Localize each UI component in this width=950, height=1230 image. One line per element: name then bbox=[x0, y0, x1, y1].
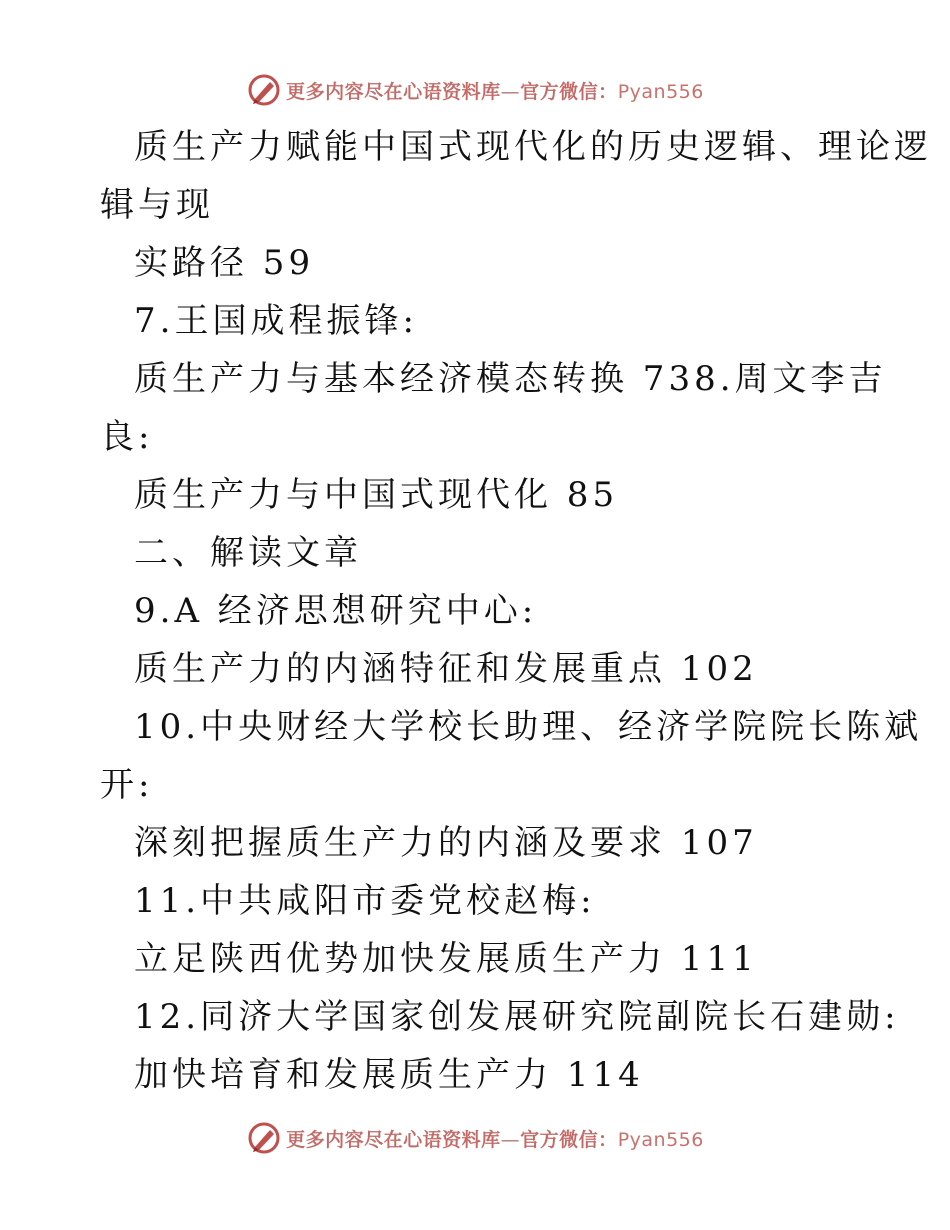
watermark-text: 更多内容尽在心语资料库—官方微信：Pyan556 bbox=[286, 80, 704, 103]
toc-line: 深刻把握质生产力的内涵及要求 107 bbox=[134, 823, 758, 863]
toc-line: 加快培育和发展质生产力 114 bbox=[134, 1055, 644, 1095]
section-heading: 二、解读文章 bbox=[134, 533, 362, 573]
watermark-banner-top bbox=[0, 70, 950, 110]
toc-line: 辑与现 bbox=[100, 185, 214, 225]
toc-line: 质生产力与基本经济模态转换 738.周文李吉 bbox=[134, 359, 887, 399]
pen-logo-icon bbox=[246, 72, 282, 108]
toc-line: 立足陕西优势加快发展质生产力 111 bbox=[134, 939, 758, 979]
watermark-banner-bottom bbox=[0, 1118, 950, 1158]
toc-line: 7.王国成程振锋: bbox=[134, 301, 418, 341]
toc-line: 12.同济大学国家创发展研究院副院长石建勋: bbox=[134, 997, 900, 1037]
toc-line: 11.中共咸阳市委党校赵梅: bbox=[134, 881, 596, 921]
toc-line: 10.中央财经大学校长助理、经济学院院长陈斌 bbox=[134, 707, 923, 747]
pen-logo-icon bbox=[246, 1120, 282, 1156]
watermark-text: 更多内容尽在心语资料库—官方微信：Pyan556 bbox=[286, 1128, 704, 1151]
toc-line: 实路径 59 bbox=[134, 243, 315, 283]
toc-line: 质生产力与中国式现代化 85 bbox=[134, 475, 619, 515]
toc-line: 质生产力赋能中国式现代化的历史逻辑、理论逻 bbox=[134, 127, 932, 167]
toc-line: 9.A 经济思想研究中心: bbox=[134, 591, 538, 631]
toc-line: 开: bbox=[100, 765, 154, 805]
toc-line: 良: bbox=[100, 417, 154, 457]
toc-line: 质生产力的内涵特征和发展重点 102 bbox=[134, 649, 758, 689]
